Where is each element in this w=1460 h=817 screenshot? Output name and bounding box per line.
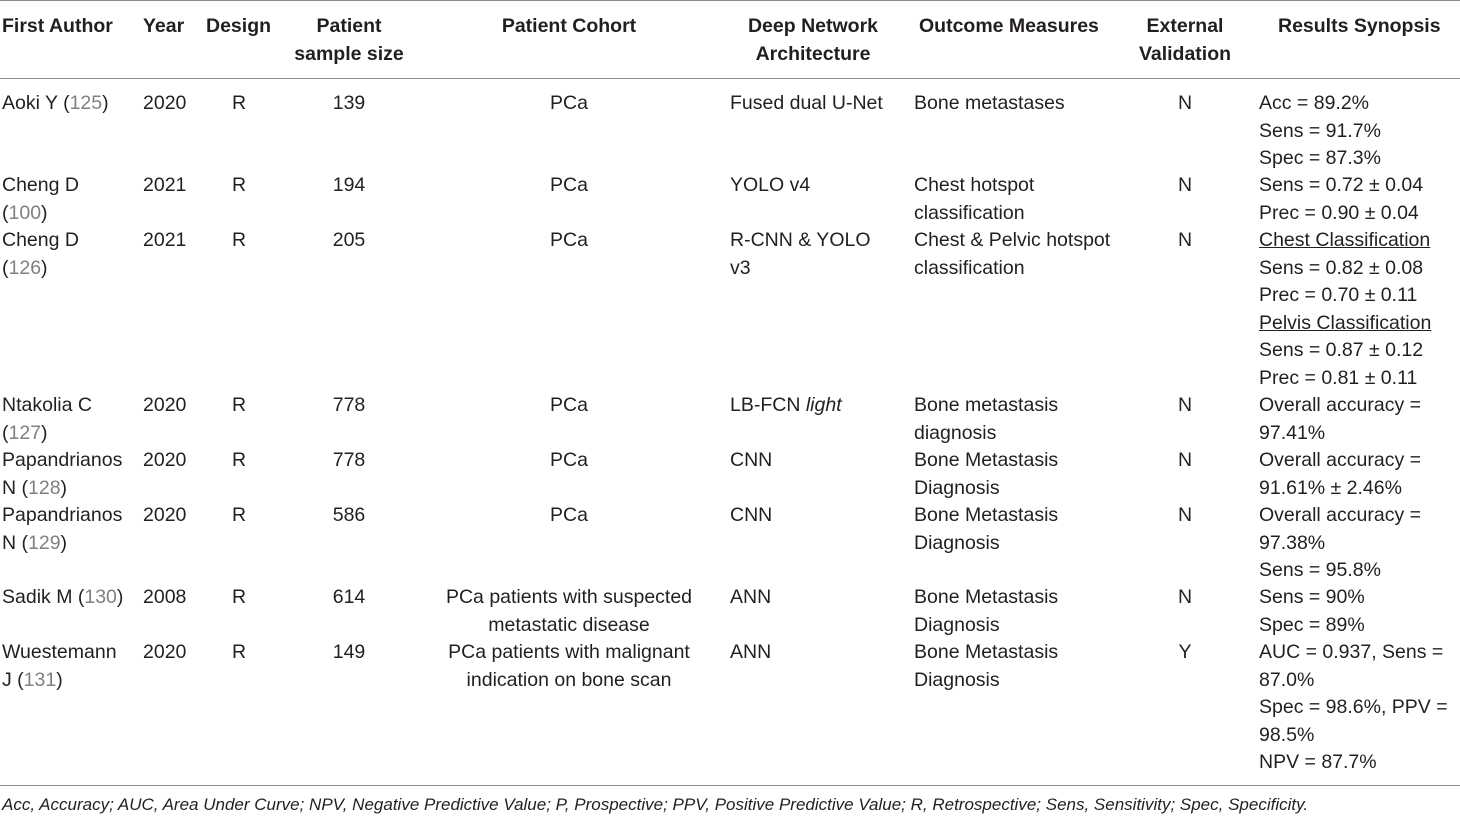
outcome-line: classification (914, 201, 1025, 224)
architecture-line: R-CNN & YOLO (730, 229, 871, 251)
outcome-line: Diagnosis (914, 531, 1000, 554)
result-line: 91.61% ± 2.46% (1259, 476, 1402, 499)
cell-design: R (231, 641, 247, 663)
header-architecture-line1: Deep Network (747, 15, 879, 37)
cell-sample-size: 139 (332, 92, 366, 114)
cell-outcome (914, 172, 1034, 227)
outcome-line: classification (914, 256, 1025, 279)
cell-cohort: PCa (550, 92, 588, 114)
header-year: Year (143, 15, 185, 37)
cell-results (1259, 90, 1381, 173)
outcome-line: Chest hotspot (914, 174, 1035, 196)
cell-year: 2021 (143, 174, 187, 196)
cell-architecture (730, 227, 871, 282)
header-patient-cohort: Patient Cohort (501, 15, 637, 37)
outcome-line: Diagnosis (914, 668, 1000, 691)
header-design: Design (206, 15, 272, 37)
result-line: Prec = 0.90 ± 0.04 (1259, 201, 1419, 224)
cell-architecture: CNN (730, 504, 773, 526)
outcome-line: Bone Metastasis (914, 504, 1059, 526)
header-results-synopsis: Results Synopsis (1278, 15, 1441, 37)
cell-cohort: PCa (550, 229, 588, 251)
cell-sample-size: 149 (332, 641, 366, 663)
header-architecture (732, 13, 894, 68)
header-first-author: First Author (2, 15, 113, 37)
header-sample-size-line1: Patient (316, 15, 382, 37)
cell-cohort: PCa (550, 504, 588, 526)
result-subheading: Pelvis Classification (1259, 311, 1432, 334)
outcome-line: Chest & Pelvic hotspot (914, 229, 1111, 251)
architecture-name: LB-FCN (730, 394, 806, 416)
cell-author (2, 227, 79, 282)
author-name: Sadik M ( (2, 586, 85, 608)
cell-external: N (1177, 92, 1193, 114)
outcome-line: Bone Metastasis (914, 449, 1059, 471)
table-top-rule (0, 0, 1460, 1)
cell-outcome (914, 639, 1058, 694)
cohort-line: PCa patients with malignant (448, 641, 690, 663)
header-bottom-rule (0, 78, 1460, 79)
cell-results (1259, 502, 1421, 585)
cell-sample-size: 586 (332, 504, 366, 526)
result-line: Sens = 0.72 ± 0.04 (1259, 174, 1424, 196)
result-line: Sens = 90% (1259, 586, 1365, 608)
author-prefix: N ( (2, 476, 28, 499)
cohort-line: PCa patients with suspected (445, 586, 693, 608)
cell-design: R (231, 586, 247, 608)
reference-link[interactable]: 128 (28, 476, 61, 499)
cell-architecture: Fused dual U-Net (730, 92, 883, 114)
cell-sample-size: 778 (332, 449, 366, 471)
result-line: Spec = 87.3% (1259, 147, 1381, 169)
author-prefix: N ( (2, 531, 28, 554)
cohort-line: metastatic disease (488, 613, 650, 636)
cell-sample-size: 205 (332, 229, 366, 251)
cell-results (1259, 172, 1423, 227)
cell-architecture: ANN (730, 641, 772, 663)
cell-outcome (914, 502, 1058, 557)
outcome-line: diagnosis (914, 421, 997, 444)
cell-results (1259, 447, 1421, 502)
result-line: Sens = 0.82 ± 0.08 (1259, 256, 1424, 279)
header-sample-size-line2: sample size (294, 42, 404, 65)
architecture-line: v3 (730, 256, 751, 279)
author-name: Aoki Y ( (2, 92, 70, 114)
cell-cohort: PCa (550, 394, 588, 416)
cell-author (2, 392, 92, 447)
header-external-line1: External (1146, 15, 1224, 37)
result-line: 97.41% (1259, 421, 1326, 444)
author-suffix: ) (60, 476, 68, 499)
cell-outcome (914, 227, 1110, 282)
cell-outcome (914, 392, 1058, 447)
cell-design: R (231, 92, 247, 114)
result-line: Overall accuracy = (1259, 449, 1422, 471)
author-suffix: ) (60, 531, 68, 554)
result-subheading: Chest Classification (1259, 229, 1431, 251)
outcome-line: Diagnosis (914, 613, 1000, 636)
outcome-line: Bone metastasis (914, 394, 1059, 416)
result-line: NPV = 87.7% (1259, 751, 1377, 773)
author-prefix: ( (2, 256, 9, 279)
result-line: Prec = 0.70 ± 0.11 (1259, 284, 1418, 306)
cell-author (2, 584, 123, 612)
author-name: Ntakolia C (2, 394, 92, 416)
result-line: Sens = 0.87 ± 0.12 (1259, 339, 1424, 361)
header-external-line2: Validation (1138, 42, 1232, 65)
cell-architecture: CNN (730, 449, 773, 471)
cell-design: R (231, 229, 247, 251)
result-line: Spec = 98.6%, PPV = (1259, 696, 1448, 718)
cell-architecture: YOLO v4 (730, 174, 811, 196)
cell-sample-size: 614 (332, 586, 366, 608)
result-line: Prec = 0.81 ± 0.11 (1259, 366, 1418, 389)
cell-results (1259, 227, 1431, 392)
author-name: Papandrianos (2, 504, 123, 526)
cell-results (1259, 392, 1421, 447)
cell-external: N (1177, 449, 1193, 471)
cell-author (2, 502, 122, 557)
cell-cohort: PCa (550, 449, 588, 471)
result-line: Sens = 95.8% (1259, 559, 1381, 581)
cell-architecture: ANN (730, 586, 772, 608)
header-outcome-measures: Outcome Measures (919, 15, 1099, 37)
cell-year: 2020 (143, 641, 187, 663)
cell-external: N (1177, 394, 1193, 416)
cell-year: 2020 (143, 504, 187, 526)
header-external-validation (1130, 13, 1240, 68)
cell-cohort (420, 584, 718, 639)
cell-outcome: Bone metastases (914, 92, 1065, 114)
cell-design: R (231, 449, 247, 471)
cell-year: 2008 (143, 586, 187, 608)
table-footnote: Acc, Accuracy; AUC, Area Under Curve; NPV, Negative Predictive Value; P, Prospective; PPV, Positive Predictive Value; R, Retrospective; Sens, Sensitivity; Spec, Specificity. (2, 795, 1309, 814)
result-line: Overall accuracy = (1259, 394, 1422, 416)
cell-year: 2020 (143, 449, 187, 471)
reference-link[interactable]: 129 (28, 531, 61, 554)
table-bottom-rule (0, 785, 1460, 786)
reference-link[interactable]: 100 (8, 201, 42, 224)
author-suffix: ) (116, 586, 124, 608)
cell-external: N (1177, 229, 1193, 251)
cell-year: 2020 (143, 92, 187, 114)
reference-link[interactable]: 126 (8, 256, 42, 279)
cell-outcome (914, 584, 1058, 639)
result-line: 98.5% (1259, 723, 1315, 746)
cell-author (2, 90, 109, 118)
result-line: 87.0% (1259, 668, 1315, 691)
cell-results (1259, 639, 1448, 777)
author-prefix: ( (2, 421, 9, 444)
reference-link[interactable]: 130 (84, 586, 117, 608)
cell-design: R (231, 174, 247, 196)
cell-author (2, 172, 79, 227)
cohort-line: indication on bone scan (466, 668, 672, 691)
reference-link[interactable]: 131 (23, 668, 57, 691)
author-suffix: ) (41, 201, 48, 224)
cell-external: N (1177, 504, 1193, 526)
result-line: Sens = 91.7% (1259, 119, 1381, 142)
reference-link[interactable]: 125 (69, 92, 103, 114)
author-suffix: ) (41, 421, 48, 444)
cell-external: N (1177, 586, 1193, 608)
cell-external: Y (1178, 641, 1192, 663)
cell-cohort: PCa (550, 174, 588, 196)
cell-year: 2021 (143, 229, 187, 251)
author-name: Cheng D (2, 229, 79, 251)
header-sample-size (285, 13, 413, 68)
result-line: Spec = 89% (1259, 613, 1365, 636)
author-prefix: J ( (2, 668, 24, 691)
cell-design: R (231, 394, 247, 416)
header-architecture-line2: Architecture (755, 42, 871, 65)
outcome-line: Bone Metastasis (914, 641, 1059, 663)
cell-author (2, 639, 117, 694)
author-name: Papandrianos (2, 449, 123, 471)
result-line: AUC = 0.937, Sens = (1259, 641, 1444, 663)
cell-author (2, 447, 122, 502)
author-prefix: ( (2, 201, 9, 224)
architecture-variant: light (805, 394, 842, 416)
cell-year: 2020 (143, 394, 187, 416)
author-suffix: ) (56, 668, 63, 691)
author-suffix: ) (102, 92, 109, 114)
cell-sample-size: 778 (332, 394, 366, 416)
outcome-line: Bone Metastasis (914, 586, 1059, 608)
cell-results (1259, 584, 1365, 639)
reference-link[interactable]: 127 (8, 421, 42, 444)
result-line: 97.38% (1259, 531, 1326, 554)
author-suffix: ) (41, 256, 48, 279)
author-name: Wuestemann (2, 641, 117, 663)
cell-sample-size: 194 (332, 174, 366, 196)
outcome-line: Diagnosis (914, 476, 1000, 499)
author-name: Cheng D (2, 174, 79, 196)
cell-cohort (420, 639, 718, 694)
cell-outcome (914, 447, 1058, 502)
result-line: Overall accuracy = (1259, 504, 1422, 526)
result-line: Acc = 89.2% (1259, 92, 1370, 114)
cell-external: N (1177, 174, 1193, 196)
cell-architecture (730, 392, 842, 420)
cell-design: R (231, 504, 247, 526)
